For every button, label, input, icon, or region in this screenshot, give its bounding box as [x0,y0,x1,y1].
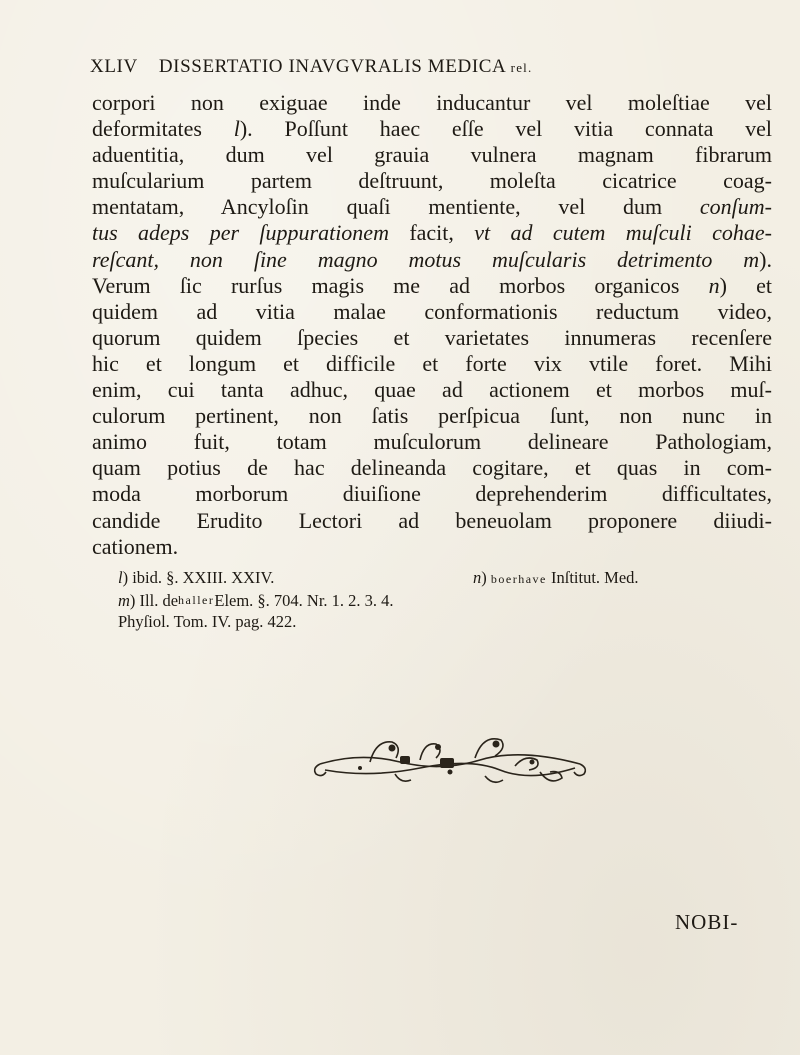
text-line: cationem. [92,533,179,559]
text-line: moda morborum diuiſione deprehenderim difficultates, [92,481,772,507]
footnote-n: n) boerhave Inſtitut. Med. [473,568,639,587]
running-header [90,56,790,78]
text-line: hic et longum et difficile et forte vix vtile foret. Mihi [92,350,772,376]
footnote-ref-n: n [708,272,720,298]
footnote-ref-l: l [233,116,240,142]
footnote-row [118,567,778,590]
main-text [92,90,772,560]
page-number: XLIV [90,56,138,77]
text-line: deformitates l). Poſſunt haec eſſe vel vitia connata vel [92,116,772,142]
catchword: NOBI- [675,910,739,934]
text-line: animo fuit, totam muſculorum delineare Pathologiam, [92,429,772,455]
running-title: DISSERTATIO INAVGVRALIS MEDICA [158,56,506,77]
text-line: muſcularium partem deſtruunt, moleſta cicatrice coag- [92,168,772,194]
text-line: aduentitia, dum vel grauia vulnera magnam fibrarum [92,142,772,168]
floral-tailpiece-ornament-icon [300,722,600,792]
text-line: Verum ſic rurſus magis me ad morbos organicos n) et [92,272,773,298]
footnote-m-continued: Phyſiol. Tom. IV. pag. 422. [118,612,297,631]
footnote-m: m ) Ill. de haller Elem. §. 704. Nr. 1. 2. 3. 4. [118,591,394,610]
footnote-ref-m: reſcant, non ſine magno motus muſcularis detrimento m [92,246,760,272]
running-title-abbrev: rel. [510,60,533,75]
text-line: candide Erudito Lectori ad beneuolam proponere diiudi- [92,507,772,533]
text-line: mentatam, Ancyloſin quaſi mentiente, vel dum conſum- [92,194,772,220]
footnotes [118,567,778,632]
text-line: corpori non exiguae inde inducantur vel moleſtiae vel [92,90,772,115]
text-line: reſcant, non ſine magno motus muſcularis detrimento m). [92,246,772,272]
text-line: quorum quidem ſpecies et varietates innumeras recenſere [92,324,772,350]
footnote-l: l) ibid. §. XXIII. XXIV. [118,568,275,587]
text-line: quidem ad vitia malae conformationis reductum video, [92,298,772,324]
text-line: enim, cui tanta adhuc, quae ad actionem et morbos muſ- [92,377,772,403]
text-line: culorum pertinent, non ſatis perſpicua ſunt, non nunc in [92,403,772,429]
text-line: quam potius de hac delineanda cogitare, et quas in com- [92,455,772,481]
text-line: tus adeps per ſuppurationem facit, vt ad cutem muſculi cohae- [92,220,772,246]
